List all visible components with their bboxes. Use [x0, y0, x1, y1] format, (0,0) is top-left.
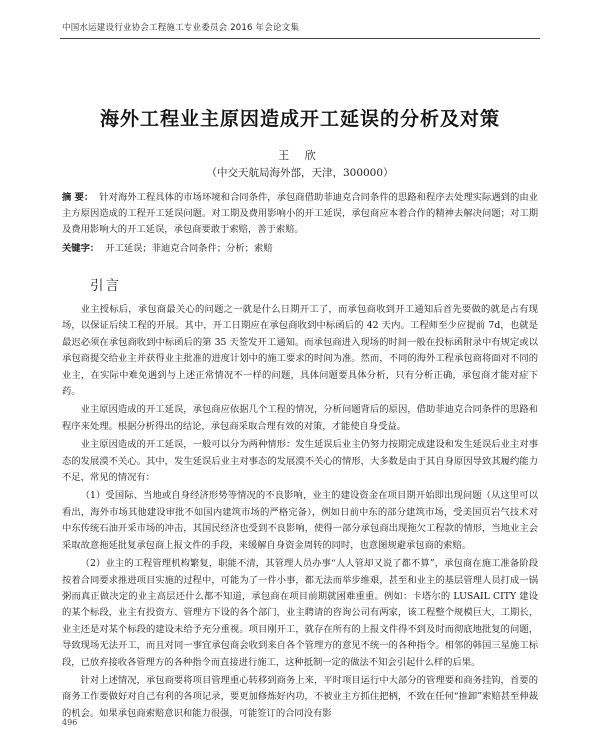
keywords — [62, 241, 538, 257]
author-affiliation: （中交天航局海外部，天津，300000） — [206, 167, 394, 179]
paragraph: 业主原因造成的开工延误，承包商应依据几个工程的情况，分析问题背后的原因，借助菲迪克合同条件的思路和程序来处理。根据分析得出的结论，承包商采取合理有效的对策，才能使自身受益。 — [62, 404, 538, 432]
author-name: 王 欣 — [278, 149, 322, 162]
abstract — [62, 190, 538, 238]
paragraph: （2）业主的工程管理机构繁复，职能不清，其管理人员办事“人人管却又说了都不算”，承包商在施工准备阶段按着合同要求推进项目实施的过程中，可能为了一件小事，都无法而举步维艰，甚至和业主的基层管理人员打成一锅粥而真正做决定的业主高层还什么都不知道，承包商在项目前期就困难重重。例如：卡塔尔的 LUSAIL CITY 建设的某个标段，业主有投资方、管理方下设的各个部门，业主聘请的咨询公司有两家，该工程整个规模巨大，工期长，业主还是对某个标段的建设未给予充分重视。项目刚开工，就存在所有的上报文件得不到及时而彻底地批复的问题，导致现场无法开工，而且对同一事宜承包商会收到来自各个管理方的意见不统一的各种指令。相邻的韩国三星施工标段，已放弃接收各管理方的各种指令而直接进行施工，这种抵制一定的做法不知会引起什么样的后果。 — [62, 558, 538, 668]
keywords-label: 关键字： — [62, 243, 100, 254]
body-text — [62, 302, 538, 724]
paper-title: 海外工程业主原因造成开工延误的分析及对策 — [99, 108, 500, 130]
abstract-label: 摘 要： — [62, 192, 94, 203]
paragraph: （1）受国际、当地或自身经济形势等情况的不良影响，业主的建设资金在项目期开始即出现问题（从这里可以看出，海外市场其他建设审批不如国内建筑市场的严格完备），例如日前中东的部分建筑市场，受美国页岩气技术对中东传统石油开采市场的冲击，其国民经济也受到不良影响，使得一部分承包商出现拖欠工程款的情形，当地业主会采取故意拖延批复承包商上报文件的手段，来缓解自身资金周转的同时，也意图规避承包商的索赔。 — [62, 490, 538, 551]
section-heading: 引言 — [90, 278, 121, 294]
header-rule — [60, 38, 540, 39]
keywords-text: 开工延误；菲迪克合同条件；分析；索赔 — [105, 243, 273, 254]
paragraph: 针对上述情况，承包商要将项目管理重心转移到商务上来，平时项目运行中大部分的管理要和商务挂钩，首要的商务工作要做好对自己有利的各项记录，要更加修炼好内功，不被业主方抓住把柄，不致在任何“推卸”索赔甚至伸裁的机会。如果承包商索赔意识和能力很强，可能签订的合同没有影 — [62, 674, 538, 719]
paragraph: 业主授标后，承包商最关心的问题之一就是什么日期开工了，而承包商收到开工通知后首先要做的就是占有现场，以保证后续工程的开展。其中，开工日期应在承包商收到中标函后的 42 天内。工程师至少应提前 7d，也就是最迟必须在承包商收到中标函后的第 35 天签发开工通知。而承包商进入现场的时间一般在投标函附录中有规定或以承包商提交给业主并获得业主批准的进度计划中的施工要求的时间为准。然而，不同的海外工程承包商将面对不同的业主，在实际中难免遇到与上述正常情况不一样的问题，具体问题要具体分析，只有分析正确，承包商才能对症下药。 — [62, 304, 538, 398]
page-number: 496 — [62, 718, 78, 727]
running-header: 中国水运建设行业协会工程施工专业委员会 2016 年会论文集 — [62, 23, 300, 33]
paragraph: 业主原因造成的开工延误，一般可以分为两种情形：发生延误后业主仍努力按期完成建设和发生延误后业主对事态的发展漠不关心。其中，发生延误后业主对事态的发展漠不关心的情形，大多数是由于其自身原因导致其履约能力不足，常见的情况有： — [62, 439, 538, 484]
abstract-text: 针对海外工程具体的市场环境和合同条件，承包商借助菲迪克合同条件的思路和程序去处理实际遇到的由业主方原因造成的工程开工延误问题。对工期及费用影响小的开工延误，承包商应本着合作的精神去解决问题；对工期及费用影响大的开工延误，承包商要敢于索赔，善于索赔。 — [62, 192, 538, 235]
